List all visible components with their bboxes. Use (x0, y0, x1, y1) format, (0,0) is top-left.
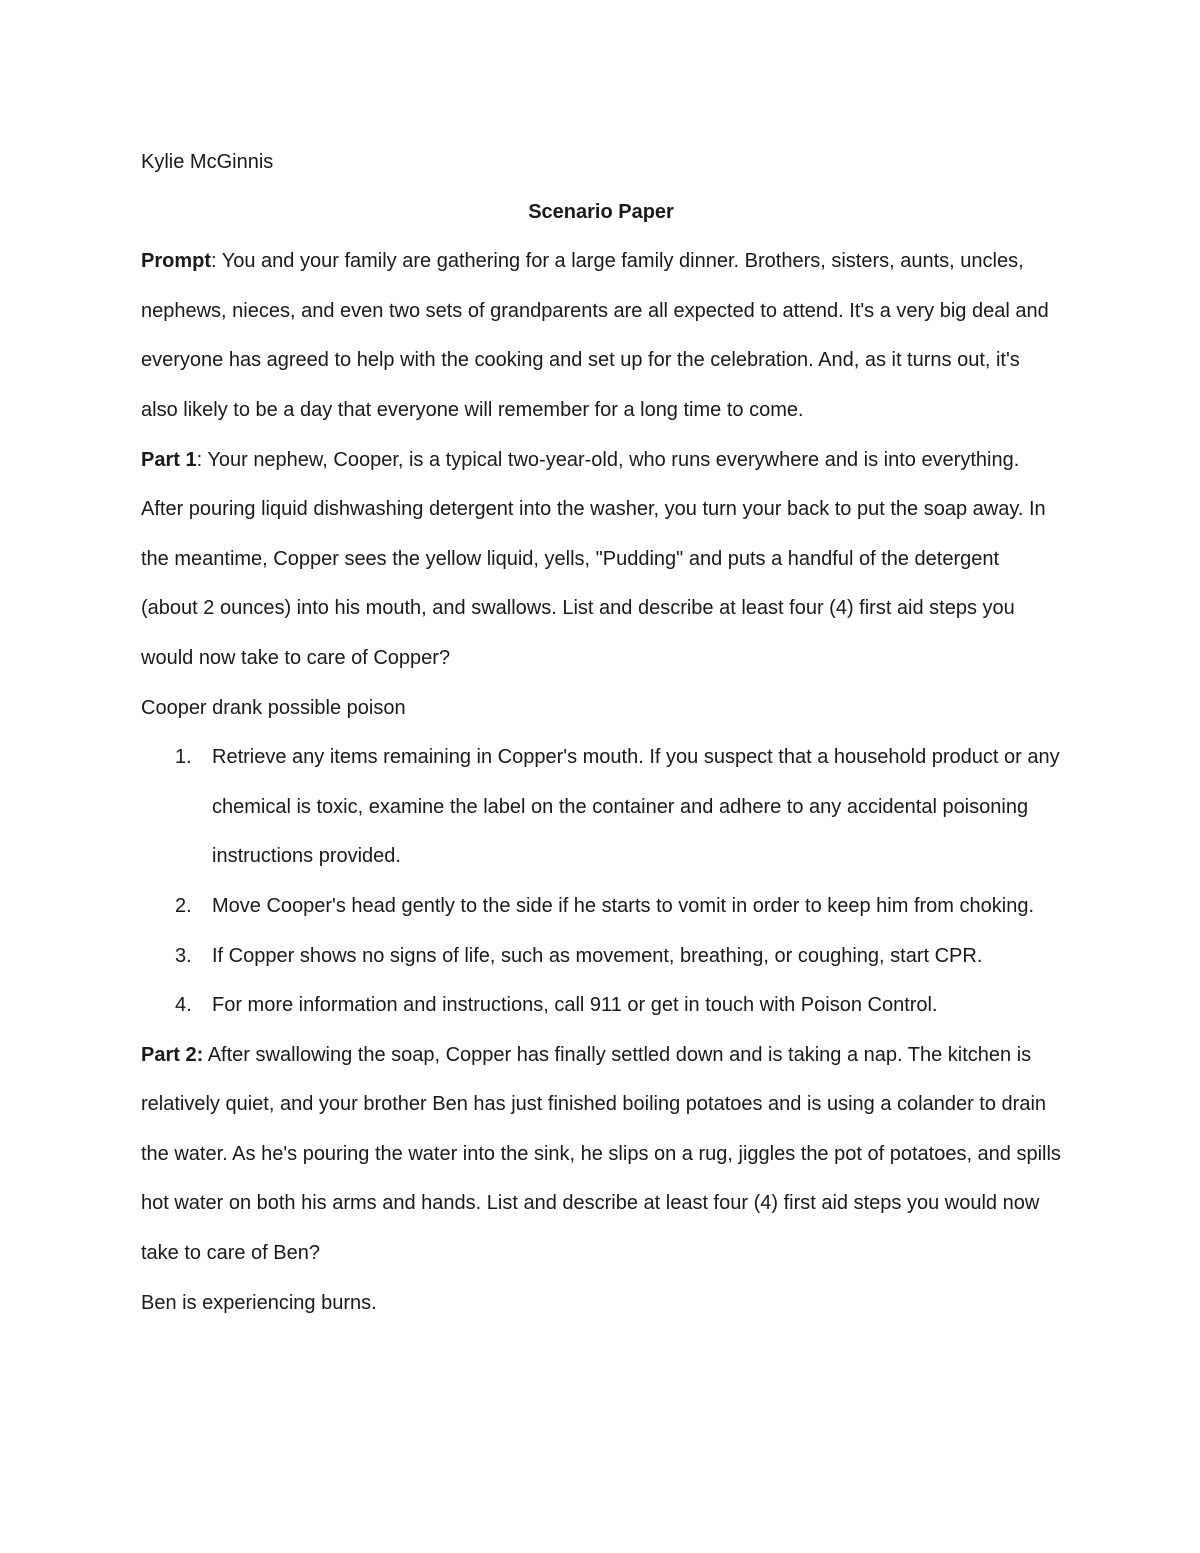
part1-text: : Your nephew, Cooper, is a typical two-year-old, who runs everywhere and is into everything. After pouring liquid dishwashing detergent into the washer, you turn your back to put the soap away. In the meantime, Copper sees the yellow liquid, yells, "Pudding" and puts a handful of the detergent (about 2 ounces) into his mouth, and swallows. List and describe at least four (4) first aid steps you would now take to care of Copper? (141, 448, 1046, 669)
part2-paragraph (141, 1031, 1061, 1279)
part2-label: Part 2: (141, 1043, 204, 1066)
list-item-number: 4. (175, 994, 192, 1017)
list-item-number: 2. (175, 894, 192, 917)
list-item-number: 3. (175, 944, 192, 967)
list-item (141, 733, 1061, 882)
prompt-paragraph (141, 237, 1061, 435)
part1-label: Part 1 (141, 448, 197, 471)
part2-text: After swallowing the soap, Copper has finally settled down and is taking a nap. The kitchen is relatively quiet, and your brother Ben has just finished boiling potatoes and is using a colander to drain the water. As he's pouring the water into the sink, he slips on a rug, jiggles the pot of potatoes, and spills hot water on both his arms and hands. List and describe at least four (4) first aid steps you would now take to care of Ben? (141, 1043, 1061, 1265)
list-item-text: Move Cooper's head gently to the side if he starts to vomit in order to keep him from choking. (212, 894, 1035, 917)
list-item (141, 932, 1061, 982)
list-item-text: If Copper shows no signs of life, such as movement, breathing, or coughing, start CPR. (212, 944, 983, 967)
list-item-text: Retrieve any items remaining in Copper's mouth. If you suspect that a household product or any chemical is toxic, examine the label on the container and adhere to any accidental poisoning instructions provided. (212, 746, 1060, 868)
list-item (141, 882, 1061, 932)
prompt-label: Prompt (141, 250, 211, 273)
document-page (141, 138, 1061, 1328)
author-name: Kylie McGinnis (141, 151, 274, 173)
part1-paragraph (141, 436, 1061, 684)
list-item-number: 1. (175, 746, 192, 769)
list-item (141, 981, 1061, 1031)
part2-answer-heading: Ben is experiencing burns. (141, 1291, 377, 1314)
part1-answer-heading: Cooper drank possible poison (141, 696, 406, 719)
list-item-text: For more information and instructions, call 911 or get in touch with Poison Control. (212, 994, 938, 1017)
part1-steps-list (141, 733, 1061, 1031)
document-title: Scenario Paper (528, 200, 674, 223)
prompt-text: : You and your family are gathering for a large family dinner. Brothers, sisters, aunts, uncles, nephews, nieces, and even two sets of grandparents are all expected to attend. It's a very big deal and everyone has agreed to help with the cooking and set up for the celebration. And, as it turns out, it's also likely to be a day that everyone will remember for a long time to come. (141, 250, 1049, 421)
